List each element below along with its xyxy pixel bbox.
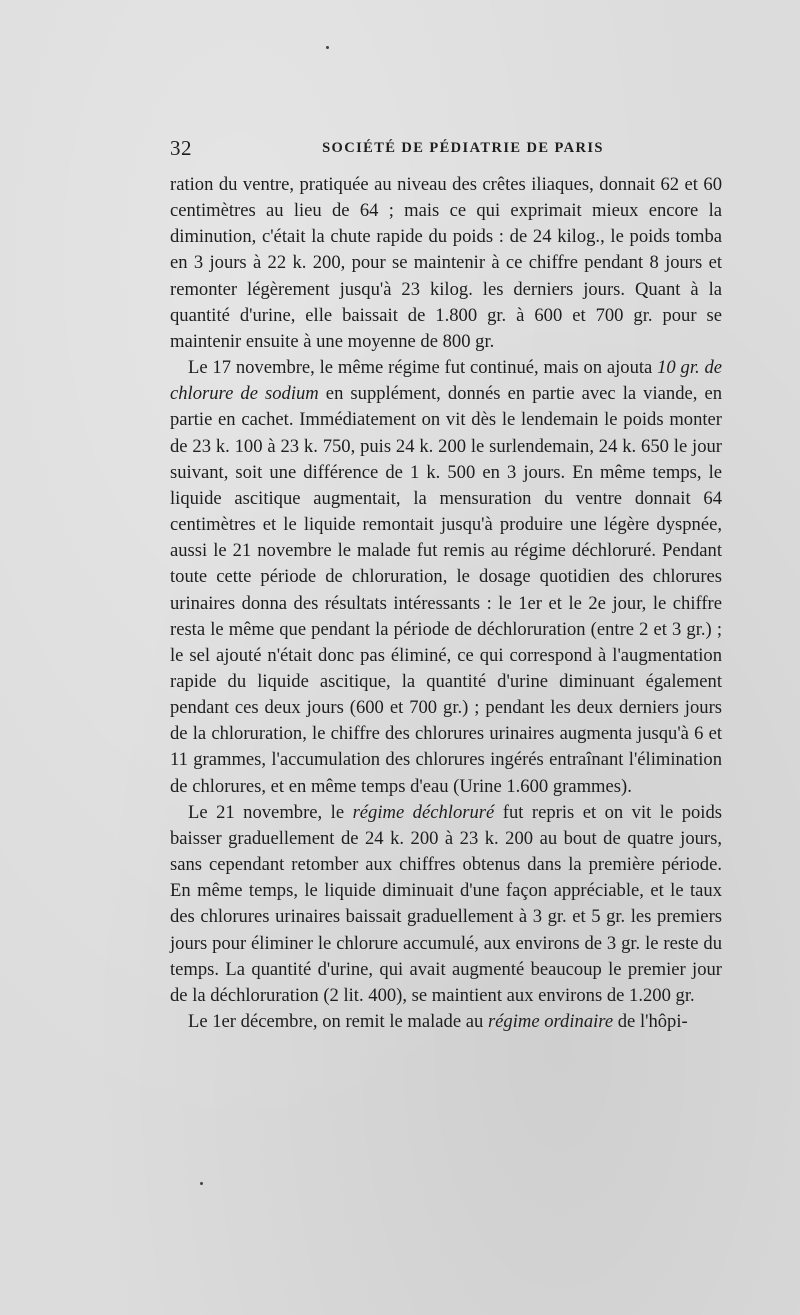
paragraph-2-text-b: en supplément, donnés en partie avec la viande, en partie en cachet. Immédiatement on vit dès le lendemain le poids monter de 23 k. 100 à 23 k. 750, puis 24 k. 200 le surlendemain, 24 k. 650 le jour suivant, soit une différence de 1 k. 500 en 3 jours. En même temps, le liquide ascitique augmentait, la mensuration du ventre donnait 64 centimètres et le liquide remontait jusqu'à produire une légère dyspnée, aussi le 21 novembre le malade fut remis au régime déchloruré. Pendant toute cette période de chloruration, le dosage quotidien des chlorures urinaires donna des résultats intéressants : le 1er et le 2e jour, le chiffre resta le même que pendant la période de déchloruration (entre 2 et 3 gr.) ; le sel ajouté n'était donc pas éliminé, ce qui correspond à l'augmentation rapide du liquide ascitique, la quantité d'urine diminuant également pendant ces deux jours (600 et 700 gr.) ; pendant les deux derniers jours de la chloruration, le chiffre des chlorures urinaires augmenta jusqu'à 6 et 11 grammes, l'accumulation des chlorures ingérés entraînant l'élimination de chlorures, et en même temps d'eau (Urine 1.600 grammes).	[170, 383, 723, 797]
print-speck	[326, 46, 329, 49]
paragraph-4	[170, 1009, 722, 1035]
paragraph-1	[170, 172, 722, 355]
body-text	[170, 172, 722, 1035]
paragraph-3	[170, 800, 722, 1009]
page-number: 32	[170, 136, 192, 160]
print-speck	[200, 1182, 203, 1185]
paragraph-4-text-a: Le 1er décembre, on remit le malade au	[188, 1011, 488, 1032]
page-header	[170, 136, 722, 162]
paragraph-2-text-a: Le 17 novembre, le même régime fut continué, mais on ajouta	[188, 357, 658, 379]
paragraph-1-text: ration du ventre, pratiquée au niveau des crêtes iliaques, donnait 62 et 60 centimètres au lieu de 64 ; mais ce qui exprimait mieux encore la diminution, c'était la chute rapide du poids : de 24 kilog., le poids tomba en 3 jours à 22 k. 200, pour se maintenir à ce chiffre pendant 8 jours et remonter légèrement jusqu'à 23 kilog. les derniers jours. Quant à la quantité d'urine, elle baissait de 1.800 gr. à 600 et 700 gr. pour se maintenir ensuite à une moyenne de 800 gr.	[170, 174, 722, 352]
paragraph-2-italic: 10 gr. de chlorure de sodium	[170, 357, 723, 405]
paragraph-3-italic: régime déchloruré	[352, 801, 495, 823]
paragraph-4-italic: régime ordinaire	[487, 1011, 614, 1032]
paragraph-2	[170, 355, 722, 800]
paragraph-4-text-b: de l'hôpi-	[613, 1011, 688, 1032]
running-title: SOCIÉTÉ DE PÉDIATRIE DE PARIS	[322, 140, 604, 156]
paragraph-3-text-b: fut repris et on vit le poids baisser graduellement de 24 k. 200 à 23 k. 200 au bout de quatre jours, sans cependant retomber aux chiffres obtenus dans la première période. En même temps, le liquide diminuait d'une façon appréciable, et le taux des chlorures urinaires baissait graduellement à 3 gr. et 5 gr. les premiers jours pour éliminer le chlorure accumulé, aux environs de 3 gr. le reste du temps. La quantité d'urine, qui avait augmenté beaucoup le premier jour de la déchloruration (2 lit. 400), se maintient aux environs de 1.200 gr.	[170, 801, 722, 1006]
paragraph-3-text-a: Le 21 novembre, le	[188, 801, 353, 823]
